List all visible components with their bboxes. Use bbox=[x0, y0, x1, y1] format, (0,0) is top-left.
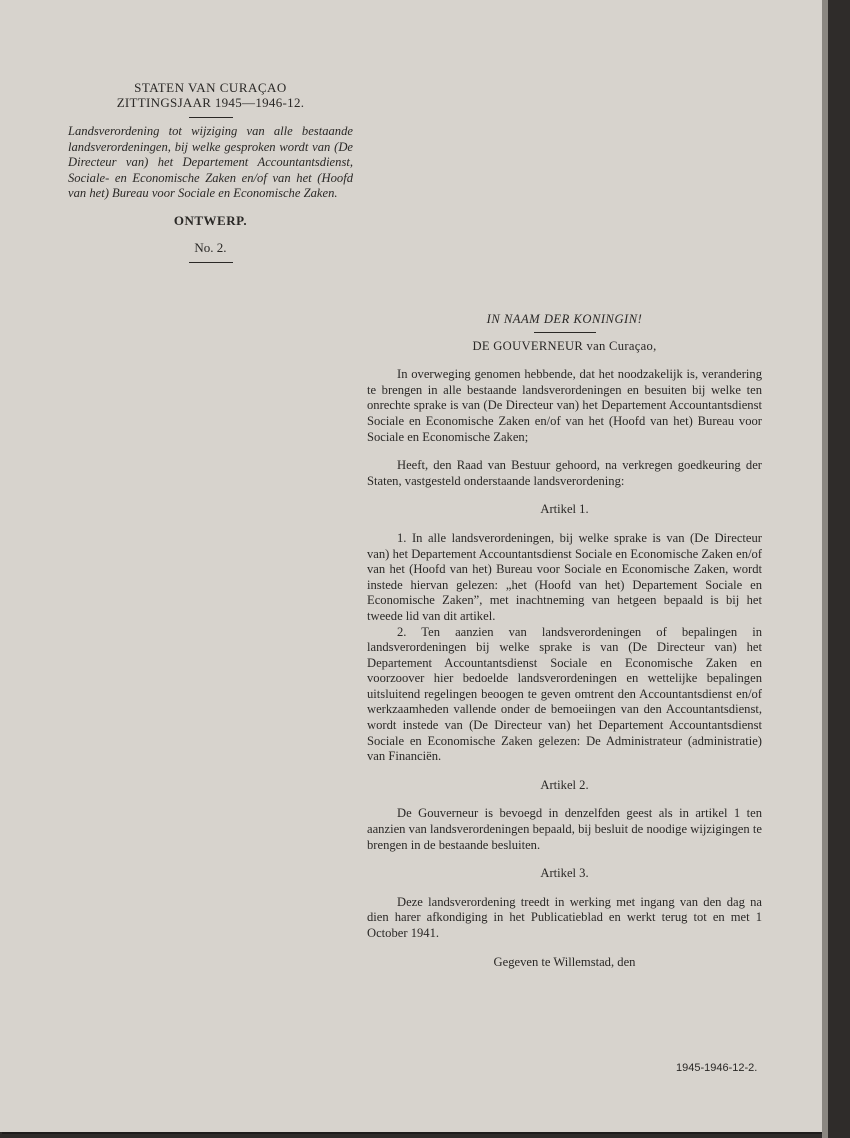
session-year: ZITTINGSJAAR 1945—1946-12. bbox=[116, 95, 305, 110]
preamble: IN NAAM DER KONINGIN! bbox=[486, 312, 643, 326]
article-1-paragraph-2: 2. Ten aanzien van landsverordeningen of bepalingen in landsverordeningen bij welke sprake is van (De Directeur van) het Departement Accountantsdienst Sociale en Economische Zaken en voorzoover hier bedoelde landsverordeningen en wettelijke bepalingen uitsluitend regelingen beoogen te geven omtrent den Accountantsdienst en/of werkzaamheden vallende onder de bemoeiingen van den Accountantsdienst, wordt instede van (De Directeur van) het Departement Accountantsdienst Sociale en Economische Zaken gelezen: De Administrateur (administratie) van Financiën. bbox=[367, 624, 762, 764]
draft-label: ONTWERP. bbox=[173, 212, 248, 228]
document-number: 1945-1946-12-2. bbox=[676, 1062, 758, 1074]
governor-line: DE GOUVERNEUR van Curaçao, bbox=[472, 338, 657, 353]
article-1-paragraph-1: 1. In alle landsverordeningen, bij welke sprake is van (De Directeur van) het Departement Accountantsdienst Sociale en Economische Zaken en/of van het (Hoofd van het) Bureau voor Sociale en Economische Zaken, wordt instede hiervan gelezen: „het (Hoofd van het) Departement Sociale en Economische Zaken”, met inachtneming van hetgeen bepaald is bij het tweede lid van dit artikel. bbox=[367, 530, 762, 623]
article-3-text: Deze landsverordening treedt in werking met ingang van den dag na dien harer afkondiging in het Publicatieblad en werkt terug tot en met 1 October 1941. bbox=[367, 894, 762, 940]
bill-body bbox=[367, 312, 762, 970]
assembly-title: STATEN VAN CURAÇAO bbox=[134, 80, 287, 95]
page-edge bbox=[822, 0, 828, 1138]
consideration-paragraph: In overweging genomen hebbende, dat het noodzakelijk is, verandering te brengen in alle bestaande landsverordeningen en besuiten bij welke ten onrechte sprake is van (De Directeur van) het Departement Accountantsdienst Sociale en Economische Zaken en/of van het (Hoofd van het) Bureau voor Sociale en Economische Zaken; bbox=[367, 367, 762, 444]
article-2-title: Artikel 2. bbox=[540, 777, 589, 792]
enactment-paragraph: Heeft, den Raad van Bestuur gehoord, na verkregen goedkeuring der Staten, vastgesteld onderstaande landsverordening: bbox=[367, 458, 762, 488]
article-2-text: De Gouverneur is bevoegd in denzelfden geest als in artikel 1 ten aanzien van landsverordeningen bepaald, bij besluit de noodige wijzigingen te brengen in de bestaande besluiten. bbox=[367, 806, 762, 852]
article-3-title: Artikel 3. bbox=[540, 866, 589, 881]
article-1-title: Artikel 1. bbox=[540, 502, 589, 517]
draft-number: No. 2. bbox=[194, 239, 227, 255]
divider bbox=[189, 262, 233, 263]
signature-line: Gegeven te Willemstad, den bbox=[493, 954, 636, 969]
bill-subject: Landsverordening tot wijziging van alle bestaande landsverordeningen, bij welke gesproken wordt van (De Directeur van) het Departement Accountantsdienst, Sociale- en Economische Zaken en/of van het (Hoofd van het) Bureau voor Sociale en Economische Zaken. bbox=[68, 124, 353, 200]
divider bbox=[534, 332, 596, 333]
header-block bbox=[68, 80, 353, 269]
divider bbox=[189, 117, 233, 118]
